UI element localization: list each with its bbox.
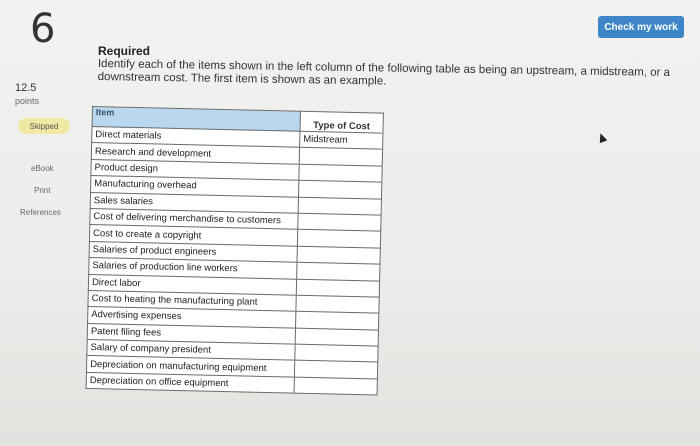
print-link[interactable]: Print	[34, 186, 51, 195]
item-cell: Depreciation on manufacturing equipment	[86, 356, 294, 377]
required-heading: Required	[98, 44, 151, 58]
instructions-text: Identify each of the items shown in the left column of the following table as being an upstream, a midstream, or a downstream cost. The first item is shown as an example.	[97, 58, 671, 88]
item-cell: Advertising expenses	[88, 307, 296, 328]
type-of-cost-input[interactable]	[294, 361, 377, 379]
type-of-cost-input[interactable]	[295, 328, 378, 346]
item-cell: Manufacturing overhead	[91, 176, 299, 197]
item-cell: Direct labor	[88, 274, 296, 295]
mouse-cursor-icon	[597, 132, 608, 143]
item-cell: Cost of delivering merchandise to customers	[90, 208, 298, 229]
question-number: 6	[30, 6, 56, 52]
item-cell: Sales salaries	[90, 192, 298, 213]
item-cell: Depreciation on office equipment	[86, 372, 294, 393]
item-cell: Salaries of production line workers	[89, 258, 297, 279]
item-cell: Direct materials	[92, 127, 300, 148]
references-link[interactable]: References	[20, 208, 61, 217]
item-cell: Cost to heating the manufacturing plant	[88, 290, 296, 311]
type-of-cost-input[interactable]	[298, 197, 381, 215]
skipped-badge: Skipped	[18, 118, 70, 134]
type-of-cost-input[interactable]	[296, 279, 379, 297]
type-of-cost-input[interactable]	[295, 344, 378, 362]
type-of-cost-input[interactable]	[296, 311, 379, 329]
item-column-header: Item	[92, 107, 300, 132]
type-of-cost-input[interactable]	[294, 377, 377, 395]
type-of-cost-input[interactable]	[298, 180, 381, 198]
type-of-cost-input[interactable]	[299, 164, 382, 182]
type-of-cost-input[interactable]	[297, 246, 380, 264]
item-cell: Patent filing fees	[87, 323, 295, 344]
item-cell: Product design	[91, 159, 299, 180]
points-label: points	[15, 96, 40, 106]
type-of-cost-input[interactable]	[296, 295, 379, 313]
type-of-cost-input[interactable]	[297, 262, 380, 280]
type-of-cost-example: Midstream	[300, 131, 383, 149]
item-cell: Salary of company president	[87, 340, 295, 361]
item-cell: Salaries of product engineers	[89, 241, 297, 262]
points-value: 12.5	[15, 82, 37, 94]
item-cell: Research and development	[91, 143, 299, 164]
type-of-cost-input[interactable]	[299, 148, 382, 166]
item-cell: Cost to create a copyright	[89, 225, 297, 246]
type-of-cost-input[interactable]	[297, 230, 380, 248]
check-my-work-button[interactable]: Check my work	[598, 16, 684, 38]
type-of-cost-input[interactable]	[298, 213, 381, 231]
ebook-link[interactable]: eBook	[31, 164, 54, 173]
cost-classification-table	[86, 106, 384, 396]
type-of-cost-column-header: Type of Cost	[300, 111, 383, 133]
